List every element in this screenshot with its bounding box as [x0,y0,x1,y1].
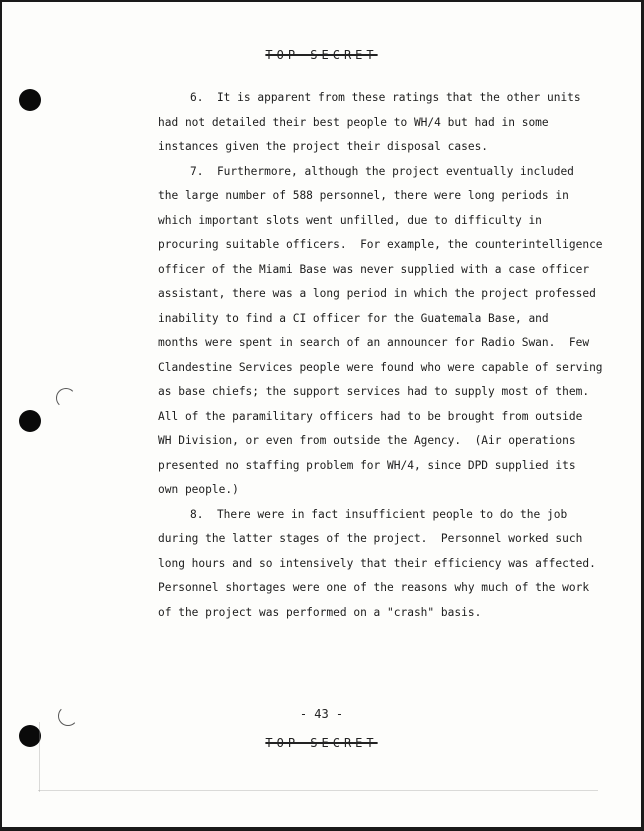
text-line: as base chiefs; the support services had to supply most of them. [158,385,590,398]
text-line: officer of the Miami Base was never supplied with a case officer [158,262,590,276]
text-line: 8. There were in fact insufficient people to do the job [190,507,568,521]
footer-classification: TOP SECRET [265,736,378,750]
text-line: inability to find a CI officer for the Guatemala Base, and [158,311,549,325]
header-classification: TOP SECRET [265,48,378,62]
text-line: Personnel shortages were one of the reasons why much of the work [158,581,590,594]
punch-hole-ring-middle [56,388,76,408]
text-line: procuring suitable officers. For example, the counterintelligence [158,238,603,251]
document-page [2,2,641,827]
text-line: Clandestine Services people were found who were capable of serving [158,360,603,374]
text-line: of the project was performed on a "crash" basis. [158,605,482,619]
text-line: 6. It is apparent from these ratings that the other units [190,91,581,104]
text-line: WH Division, or even from outside the Agency. (Air operations [158,434,576,447]
scan-edge-line [38,790,598,791]
text-line: had not detailed their best people to WH/4 but had in some [158,115,549,129]
page-number: - 43 - [299,707,344,721]
scan-margin-line [39,722,40,792]
text-line: which important slots went unfilled, due to difficulty in [158,213,542,227]
text-line: own people.) [158,483,239,496]
text-line: instances given the project their disposal cases. [158,140,489,153]
text-line: months were spent in search of an announcer for Radio Swan. Few [158,336,590,349]
text-line: the large number of 588 personnel, there were long periods in [158,189,569,202]
text-line: 7. Furthermore, although the project eventually included [190,164,574,178]
punch-hole-top [19,89,41,111]
punch-hole-middle [19,410,41,432]
text-line: long hours and so intensively that their efficiency was affected. [158,556,596,570]
text-line: presented no staffing problem for WH/4, since DPD supplied its [158,458,576,472]
text-line: during the latter stages of the project. Personnel worked such [158,532,583,545]
text-line: All of the paramilitary officers had to be brought from outside [158,409,583,423]
document-body [158,86,603,625]
text-line: assistant, there was a long period in which the project professed [158,287,596,300]
